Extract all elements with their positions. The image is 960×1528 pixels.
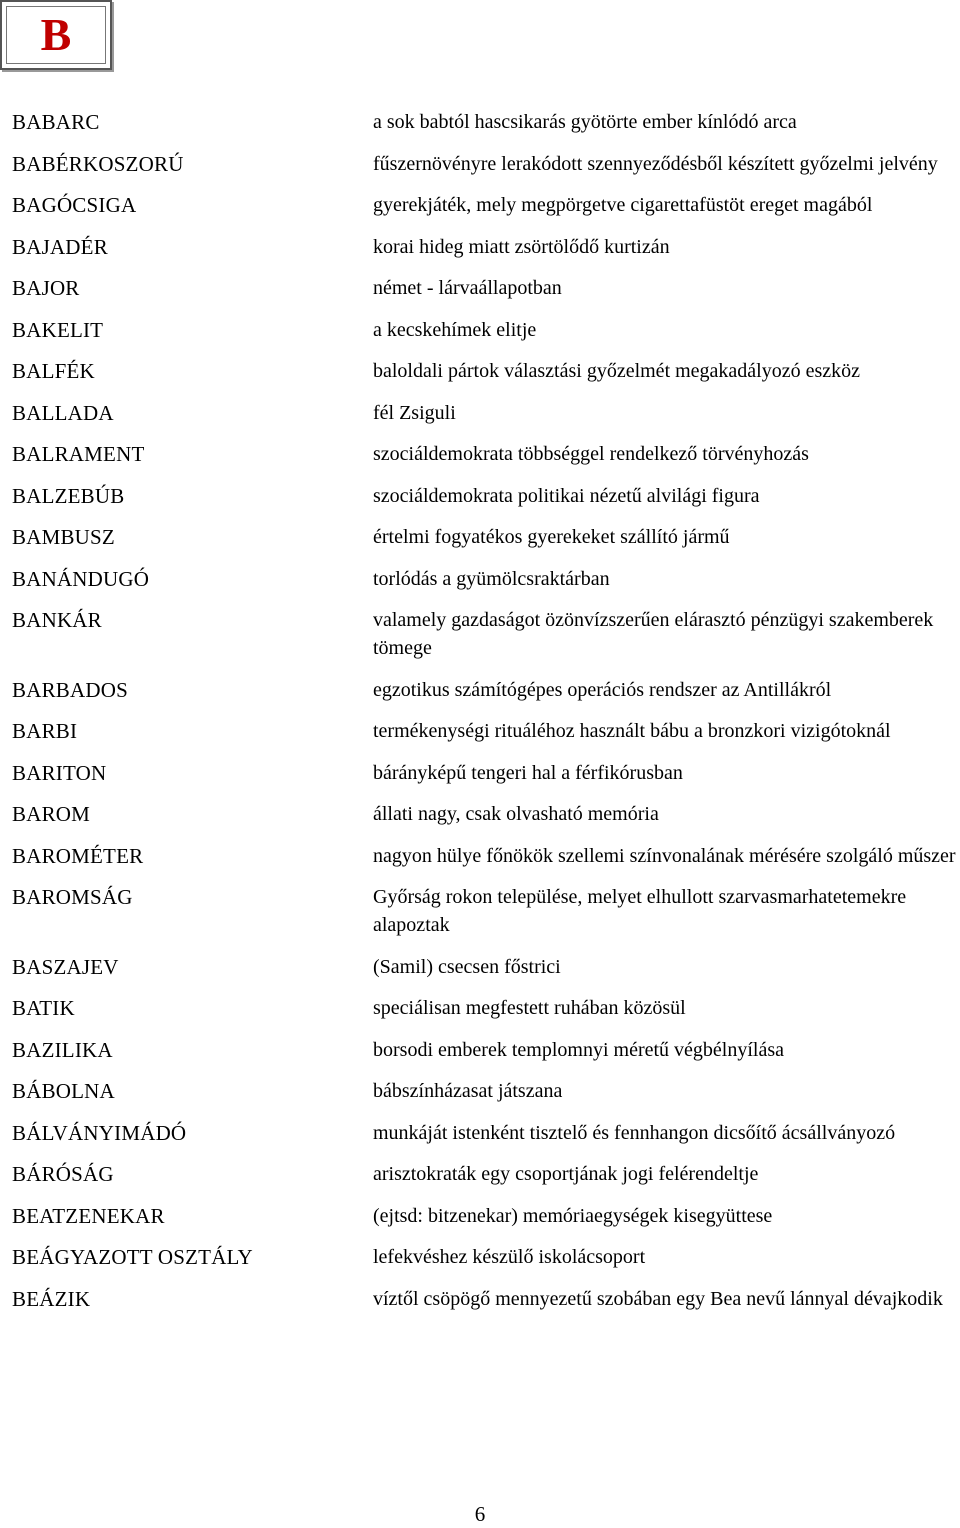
entry-term: BATIK — [12, 996, 75, 1020]
entry-definition: a kecskehímek elitje — [373, 318, 537, 341]
entry-term: BAJOR — [12, 276, 80, 300]
glossary-entry — [0, 440, 960, 468]
entry-definition: torlódás a gyümölcsraktárban — [373, 567, 610, 590]
entry-term: BAZILIKA — [12, 1037, 113, 1062]
entry-definition: termékenységi rituáléhoz használt bábu a bronzkori vizigótoknál — [373, 720, 891, 742]
entry-term: BANÁNDUGÓ — [12, 566, 150, 591]
entry-term: BAMBUSZ — [12, 525, 115, 549]
entry-term: BALLADA — [12, 400, 114, 425]
entry-definition: a sok babtól hascsikarás gyötörte ember kínlódó arca — [373, 111, 797, 133]
entry-definition: borsodi emberek templomnyi méretű végbélnyílása — [373, 1038, 784, 1061]
entry-term: BAROM — [12, 802, 91, 826]
section-letter-frame — [6, 6, 106, 64]
entry-definition: víztől csöpögő mennyezetű szobában egy Bea nevű lánnyal dévajkodik — [373, 1287, 943, 1310]
glossary-entry — [0, 565, 960, 593]
entry-term: BAKELIT — [12, 317, 104, 342]
glossary-entry — [0, 883, 960, 939]
entry-definition: Győrság rokon települése, melyet elhullott szarvasmarhatetemekre alapoztak — [373, 886, 907, 936]
entry-definition: korai hideg miatt zsörtölődő kurtizán — [373, 235, 670, 258]
glossary-entry — [0, 676, 960, 704]
entry-term: BALFÉK — [12, 359, 95, 383]
glossary-entry — [0, 191, 960, 219]
entry-definition: (Samil) csecsen főstrici — [373, 955, 561, 978]
glossary-entry — [0, 1285, 960, 1313]
entry-definition: (ejtsd: bitzenekar) memóriaegységek kisegyüttese — [373, 1204, 773, 1227]
glossary-entry — [0, 1036, 960, 1064]
entry-definition: értelmi fogyatékos gyerekeket szállító jármű — [373, 526, 730, 548]
glossary-entry — [0, 233, 960, 261]
glossary-entry — [0, 717, 960, 745]
glossary-entry — [0, 1119, 960, 1147]
glossary-entry — [0, 108, 960, 136]
glossary-entry — [0, 316, 960, 344]
page-number: 6 — [474, 1502, 486, 1526]
entry-term: BÁBOLNA — [12, 1079, 115, 1103]
entry-term: BAROMÉTER — [12, 843, 144, 868]
entry-definition: gyerekjáték, mely megpörgetve cigarettafüstöt ereget magából — [373, 194, 873, 216]
entry-term: BASZAJEV — [12, 954, 119, 979]
entry-definition: lefekvéshez készülő iskolácsoport — [373, 1246, 646, 1268]
glossary-entry — [0, 357, 960, 385]
entry-definition: fél Zsiguli — [373, 401, 456, 424]
entry-definition: fűszernövényre lerakódott szennyeződésből készített győzelmi jelvény — [373, 152, 938, 175]
glossary-entry — [0, 759, 960, 787]
glossary-entry — [0, 482, 960, 510]
entry-definition: valamely gazdaságot özönvízszerűen elárasztó pénzügyi szakemberek tömege — [373, 609, 934, 659]
entry-term: BALRAMENT — [12, 442, 145, 466]
glossary-entry — [0, 1202, 960, 1230]
entry-term: BARBADOS — [12, 677, 128, 702]
entry-definition: német - lárvaállapotban — [373, 277, 562, 299]
glossary-entry — [0, 994, 960, 1022]
glossary-entry — [0, 150, 960, 178]
entry-definition: egzotikus számítógépes operációs rendszer az Antillákról — [373, 678, 832, 701]
glossary-entry — [0, 953, 960, 981]
section-letter-box — [0, 0, 112, 70]
entry-term: BARBI — [12, 719, 78, 743]
glossary-entry — [0, 523, 960, 551]
entry-definition: baloldali pártok választási győzelmét megakadályozó eszköz — [373, 360, 861, 382]
entry-definition: munkáját istenként tisztelő és fennhangon dicsőítő ácsállványozó — [373, 1121, 896, 1144]
entry-definition: bárányképű tengeri hal a férfikórusban — [373, 761, 683, 784]
entry-term: BAROMSÁG — [12, 885, 133, 909]
entry-definition: nagyon hülye főnökök szellemi színvonalának mérésére szolgáló műszer — [373, 844, 956, 867]
entry-term: BEATZENEKAR — [12, 1203, 165, 1228]
glossary-entry — [0, 274, 960, 302]
glossary-entry — [0, 606, 960, 662]
entry-term: BABÉRKOSZORÚ — [12, 151, 184, 176]
entry-definition: bábszínházasat játszana — [373, 1080, 563, 1102]
entry-definition: szociáldemokrata politikai nézetű alvilági figura — [373, 484, 760, 507]
entry-term: BÁRÓSÁG — [12, 1162, 114, 1186]
entry-term: BEÁZIK — [12, 1286, 91, 1311]
entry-term: BEÁGYAZOTT OSZTÁLY — [12, 1245, 253, 1269]
entry-definition: speciálisan megfestett ruhában közösül — [373, 997, 686, 1019]
entry-term: BARITON — [12, 760, 107, 785]
entry-term: BANKÁR — [12, 608, 102, 632]
glossary-entry — [0, 800, 960, 828]
glossary-entry — [0, 842, 960, 870]
entry-term: BÁLVÁNYIMÁDÓ — [12, 1120, 187, 1145]
entry-definition: szociáldemokrata többséggel rendelkező törvényhozás — [373, 443, 809, 465]
glossary-entry — [0, 399, 960, 427]
glossary-entry — [0, 1243, 960, 1271]
entry-definition: állati nagy, csak olvasható memória — [373, 803, 659, 825]
section-letter: B — [40, 9, 72, 60]
entry-term: BABARC — [12, 110, 100, 134]
entry-term: BALZEBÚB — [12, 483, 125, 508]
glossary-entry — [0, 1077, 960, 1105]
glossary-entry — [0, 1160, 960, 1188]
glossary-entries — [0, 108, 960, 1326]
entry-term: BAJADÉR — [12, 234, 108, 259]
entry-term: BAGÓCSIGA — [12, 193, 137, 217]
entry-definition: arisztokraták egy csoportjának jogi felérendeltje — [373, 1163, 759, 1185]
